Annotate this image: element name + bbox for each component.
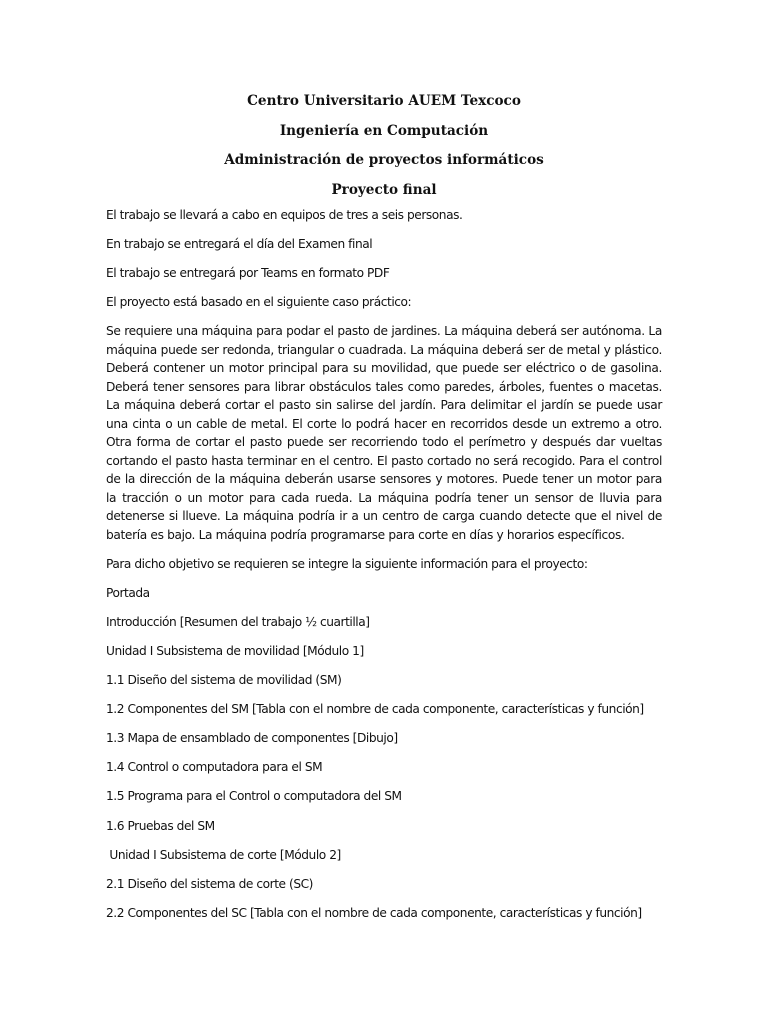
- section-item: 1.5 Programa para el Control o computadora del SM: [106, 789, 402, 804]
- section-item: 2.2 Componentes del SC [Tabla con el nombre de cada componente, características y función]: [106, 905, 642, 920]
- section-item: 1.6 Pruebas del SM: [106, 818, 215, 833]
- section-item: Unidad I Subsistema de corte [Módulo 2]: [106, 847, 341, 862]
- section-list: [106, 584, 662, 933]
- section-item: 1.4 Control o computadora para el SM: [106, 760, 323, 775]
- course-title: Administración de proyectos informáticos: [224, 152, 544, 168]
- intro-paragraph: En trabajo se entregará el día del Examen final: [106, 237, 373, 251]
- intro-paragraph: El trabajo se llevará a cabo en equipos de tres a seis personas.: [106, 208, 463, 222]
- institution-title: Centro Universitario AUEM Texcoco: [247, 93, 521, 109]
- section-item: 1.3 Mapa de ensamblado de componentes [Dibujo]: [106, 731, 398, 746]
- intro-paragraph: El trabajo se entregará por Teams en formato PDF: [106, 266, 390, 280]
- document-header: [0, 88, 768, 206]
- requirements-intro: Para dicho objetivo se requieren se integre la siguiente información para el proyecto:: [106, 556, 588, 571]
- program-title: Ingeniería en Computación: [279, 122, 489, 139]
- section-item: 1.1 Diseño del sistema de movilidad (SM): [106, 673, 342, 688]
- section-item: Unidad I Subsistema de movilidad [Módulo 1]: [106, 643, 364, 658]
- intro-paragraph: El proyecto está basado en el siguiente caso práctico:: [106, 295, 412, 309]
- section-item: 2.1 Diseño del sistema de corte (SC): [106, 876, 313, 891]
- project-title: Proyecto final: [331, 181, 437, 198]
- section-item: Introducción [Resumen del trabajo ½ cuartilla]: [106, 614, 370, 629]
- section-item: Portada: [106, 585, 150, 600]
- document-body: [106, 206, 662, 933]
- section-item: 1.2 Componentes del SM [Tabla con el nombre de cada componente, características y función]: [106, 702, 644, 717]
- case-study-paragraph: Se requiere una máquina para podar el pasto de jardines. La máquina deberá ser autónoma. La máquina puede ser redonda, triangular o cuadrada. La máquina deberá ser de metal y plástico. Deberá contener un motor principal para su movilidad, que puede ser eléctrico o de gasolina. Deberá tener sensores para librar obstáculos tales como paredes, árboles, fuentes o macetas. La máquina deberá cortar el pasto sin salirse del jardín. Para delimitar el jardín se puede usar una cinta o un cable de metal. El corte lo podrá hacer en recorridos desde un extremo a otro. Otra forma de cortar el pasto puede ser recorriendo todo el perímetro y después dar vueltas cortando el pasto hasta terminar en el centro. El pasto cortado no será recogido. Para el control de la dirección de la máquina deberán usarse sensores y motores. Puede tener un motor para la tracción o un motor para cada rueda. La máquina podría tener un sensor de lluvia para detenerse si llueve. La máquina podría ir a un centro de carga cuando detecte que el nivel de batería es bajo. La máquina podría programarse para corte en días y horarios específicos.: [106, 324, 662, 543]
